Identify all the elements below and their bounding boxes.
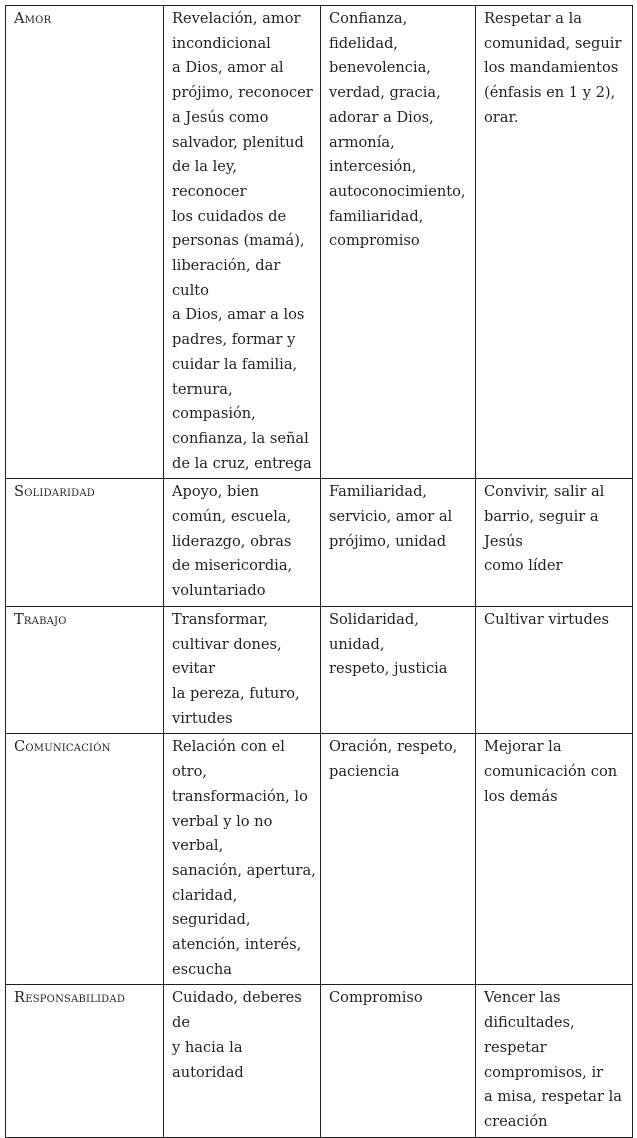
actions-text: Mejorar la comunicación con los demás: [484, 738, 618, 805]
description-text: Relación con el otro, transformación, lo verbal y lo no verbal, sanación, apertura, claridad, seguridad, atención, interés, escucha: [172, 738, 316, 978]
values-cell: [321, 6, 476, 479]
description-text: Transformar, cultivar dones, evitar la pereza, futuro, virtudes: [172, 610, 300, 727]
description-cell: [164, 6, 321, 479]
actions-text: Vencer las dificultades, respetar compromisos, ir a misa, respetar la creación: [484, 989, 622, 1130]
values-text: Oración, respeto, paciencia: [329, 738, 458, 781]
term-label: Solidaridad: [14, 483, 95, 501]
table-row-amor: [6, 6, 633, 479]
values-cell: [321, 479, 476, 607]
term-cell: [6, 985, 164, 1137]
term-label: Amor: [14, 10, 52, 27]
table-row-trabajo: [6, 606, 633, 734]
values-cell: [321, 734, 476, 985]
description-cell: [164, 606, 321, 734]
term-cell: [6, 479, 164, 607]
actions-cell: [476, 6, 633, 479]
values-text: Solidaridad, unidad, respeto, justicia: [329, 610, 448, 678]
values-table: [5, 5, 633, 1138]
actions-cell: [476, 479, 633, 607]
table-row-responsabilidad: [6, 985, 633, 1137]
actions-cell: [476, 985, 633, 1137]
table-row-comunicacion: [6, 734, 633, 985]
actions-text: Cultivar virtudes: [484, 610, 609, 628]
term-cell: [6, 6, 164, 479]
description-text: Revelación, amor incondicional a Dios, amor al prójimo, reconocer a Jesús como salvador, plenitud de la ley, reconocer los cuidados de personas (mamá), liberación, dar culto a Dios, amar a los padres, formar y cuidar la familia, ternura, compasión, confianza, la señal de la cruz, entrega: [172, 10, 313, 472]
description-cell: [164, 479, 321, 607]
description-cell: [164, 734, 321, 985]
values-text: Confianza, fidelidad, benevolencia, verdad, gracia, adorar a Dios, armonía, intercesión, autoconocimiento, familiaridad, compromiso: [329, 10, 466, 250]
values-cell: [321, 606, 476, 734]
description-cell: [164, 985, 321, 1137]
table-row-solidaridad: [6, 479, 633, 607]
values-cell: [321, 985, 476, 1137]
description-text: Cuidado, deberes de y hacia la autoridad: [172, 989, 302, 1081]
actions-cell: [476, 734, 633, 985]
actions-text: Respetar a la comunidad, seguir los mandamientos (énfasis en 1 y 2), orar.: [484, 10, 622, 126]
actions-text: Convivir, salir al barrio, seguir a Jesús como líder: [484, 483, 605, 575]
term-cell: [6, 734, 164, 985]
term-label: Responsabilidad: [14, 989, 126, 1007]
description-text: Apoyo, bien común, escuela, liderazgo, obras de misericordia, voluntariado: [172, 483, 293, 600]
values-text: Familiaridad, servicio, amor al prójimo, unidad: [329, 483, 453, 550]
term-label: Trabajo: [14, 610, 67, 628]
term-cell: [6, 606, 164, 734]
term-label: Comunicación: [14, 738, 111, 756]
values-text: Compromiso: [329, 989, 423, 1007]
actions-cell: [476, 606, 633, 734]
